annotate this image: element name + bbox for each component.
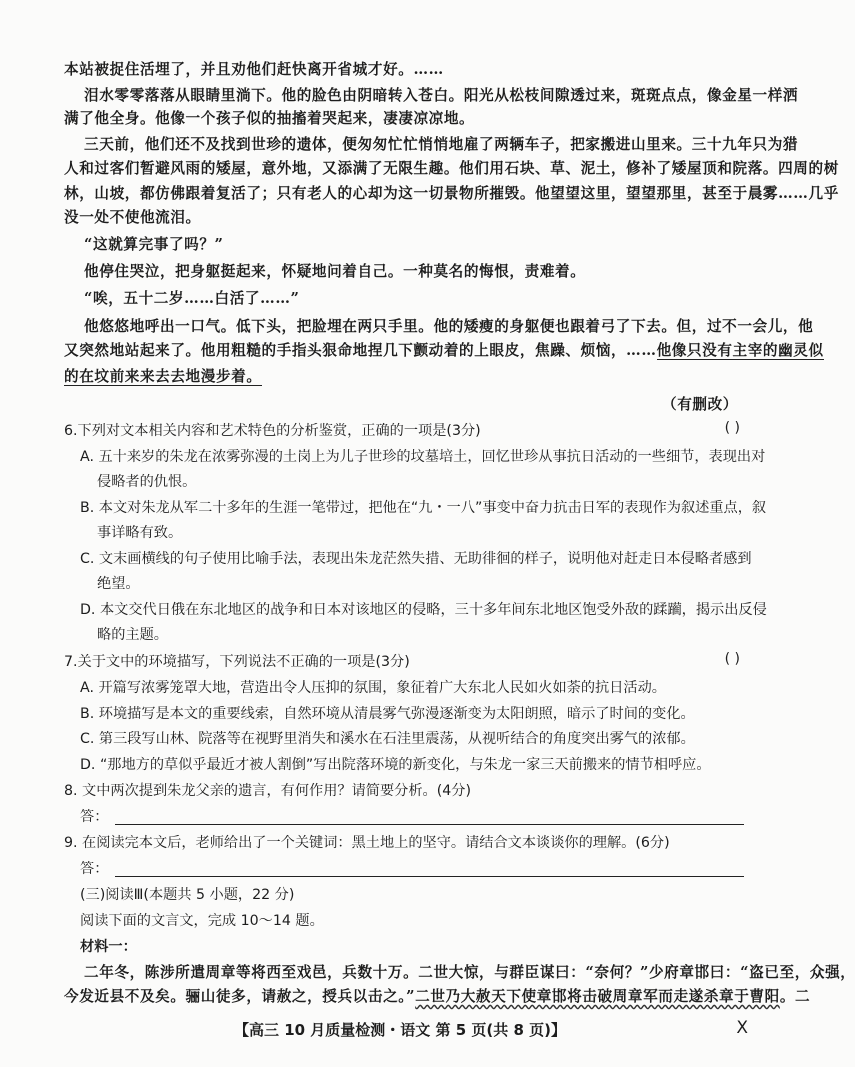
- answer-line[interactable]: [115, 824, 744, 825]
- section-heading: (三)阅读Ⅲ(本题共 5 小题，22 分): [80, 887, 295, 903]
- answer-line[interactable]: [115, 876, 744, 877]
- underlined-sentence: 他像只没有主宰的幽灵似: [656, 342, 824, 359]
- answer-label: 答：: [80, 861, 109, 877]
- source-note: （有删改）: [662, 396, 738, 413]
- option-d-cont: 略的主题。: [97, 627, 168, 643]
- story-line: 林，山坡，都仿佛跟着复活了；只有老人的心却为这一切景物所摧毁。他望望这里，望望那里，甚至于晨雾……几乎: [64, 185, 839, 202]
- question-7: 7.关于文中的环境描写，下列说法不正确的一项是(3分): [64, 654, 410, 670]
- option-b-cont: 事详略有致。: [97, 525, 183, 541]
- option-c: C. 第三段写山林、院落等在视野里消失和溪水在石洼里震荡，从视听结合的角度突出雾气的浓郁。: [80, 731, 695, 747]
- paper-mark: X: [736, 1018, 748, 1038]
- story-text: 又突然地站起来了。他用粗糙的手指头狠命地捏几下颤动着的上眼皮，焦躁、烦恼，……: [64, 342, 657, 359]
- answer-bracket[interactable]: ( ): [724, 651, 740, 667]
- story-line: 本站被捉住活埋了，并且劝他们赶快离开省城才好。……: [64, 61, 444, 78]
- underlined-sentence: 的在坟前来来去去地漫步着。: [64, 368, 262, 385]
- wavy-underlined-sentence: 二世乃大赦天下使章邯将击破周章军而走遂杀章于曹阳: [415, 988, 780, 1005]
- story-dialogue: “这就算完事了吗？”: [84, 236, 224, 253]
- classical-text: [64, 986, 811, 1008]
- option-c-cont: 绝望。: [97, 576, 140, 592]
- question-9: 9. 在阅读完本文后，老师给出了一个关键词：黑土地上的坚守。请结合文本谈谈你的理解。(6分): [64, 835, 670, 851]
- story-line: 人和过客们暂避风雨的矮屋，意外地，又添满了无限生趣。他们用石块、草、泥土，修补了矮屋顶和院落。四周的树: [64, 160, 839, 177]
- option-a: A. 开篇写浓雾笼罩大地，营造出令人压抑的氛围，象征着广大东北人民如火如荼的抗日活动。: [80, 680, 666, 696]
- classical-text: 二年冬，陈涉所遣周章等将西至戏邑，兵数十万。二世大惊，与群臣谋曰：“奈何？”少府章邯曰：“盗已至，众强，: [84, 964, 855, 981]
- answer-label: 答：: [80, 809, 109, 825]
- story-paragraph: 他停住哭泣，把身躯挺起来，怀疑地问着自己。一种莫名的悔恨，责难着。: [84, 263, 586, 280]
- page-footer: 【高三 10 月质量检测・语文 第 5 页(共 8 页)】: [233, 1021, 567, 1039]
- story-dialogue: “唉，五十二岁……白活了……”: [84, 290, 300, 307]
- story-line: [64, 340, 824, 362]
- option-d: D. 本文交代日俄在东北地区的战争和日本对该地区的侵略，三十多年间东北地区饱受外敌的蹂躏，揭示出反侵: [80, 602, 767, 618]
- section-instruction: 阅读下面的文言文，完成 10～14 题。: [80, 913, 324, 929]
- story-paragraph: 泪水零零落落从眼睛里淌下。他的脸色由阴暗转入苍白。阳光从松枝间隙透过来，斑斑点点，像金星一样洒: [84, 87, 799, 104]
- option-d: D. “那地方的草似乎最近才被人割倒”写出院落环境的新变化，与朱龙一家三天前搬来的情节相呼应。: [80, 757, 711, 773]
- classical-text-part: 。二: [779, 988, 811, 1005]
- option-a-cont: 侵略者的仇恨。: [97, 474, 197, 490]
- material-label: 材料一：: [80, 939, 137, 955]
- story-paragraph: 三天前，他们还不及找到世珍的遗体，便匆匆忙忙悄悄地雇了两辆车子，把家搬进山里来。三十九年只为猎: [84, 136, 799, 153]
- story-line: 没一处不使他流泪。: [64, 209, 201, 226]
- story-paragraph: 他悠悠地呼出一口气。低下头，把脸埋在两只手里。他的矮瘦的身躯便也跟着弓了下去。但，过不一会儿，他: [84, 318, 814, 335]
- option-a: A. 五十来岁的朱龙在浓雾弥漫的土岗上为儿子世珍的坟墓培土，回忆世珍从事抗日活动的一些细节，表现出对: [80, 449, 766, 465]
- story-line: 满了他全身。他像一个孩子似的抽搐着哭起来，凄凄凉凉地。: [64, 110, 475, 127]
- story-line: [64, 366, 756, 388]
- option-b: B. 环境描写是本文的重要线索，自然环境从清晨雾气弥漫逐渐变为太阳朗照，暗示了时间的变化。: [80, 706, 695, 722]
- answer-bracket[interactable]: ( ): [724, 420, 740, 436]
- question-8: 8. 文中两次提到朱龙父亲的遗言，有何作用？请简要分析。(4分): [64, 783, 472, 799]
- option-c: C. 文末画横线的句子使用比喻手法，表现出朱龙茫然失措、无助徘徊的样子，说明他对赶走日本侵略者感到: [80, 551, 752, 567]
- option-b: B. 本文对朱龙从军二十多年的生涯一笔带过，把他在“九・一八”事变中奋力抗击日军的表现作为叙述重点，叙: [80, 500, 767, 516]
- question-6: 6.下列对文本相关内容和艺术特色的分析鉴赏，正确的一项是(3分): [64, 423, 481, 439]
- classical-text-part: 今发近县不及矣。骊山徒多，请赦之，授兵以击之。”: [64, 988, 416, 1005]
